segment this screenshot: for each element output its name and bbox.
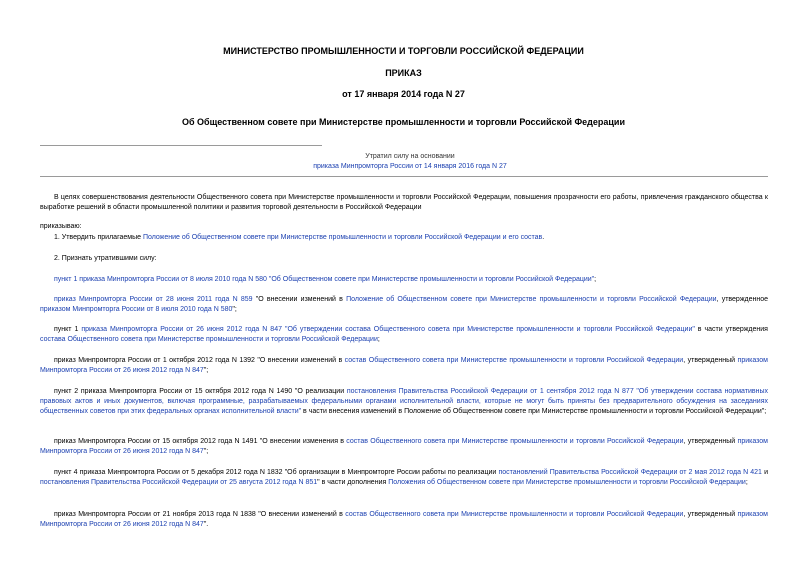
repealed-6-link2[interactable]: приказом Минпромторга России от 26 июня 2012 года N 847 bbox=[40, 438, 768, 455]
repealed-2-link2[interactable]: Положение об Общественном совете при Министерстве промышленности и торговли Российской Федерации bbox=[346, 296, 717, 303]
repealed-3-mid1: в части утверждения bbox=[694, 326, 768, 333]
repealed-8-link[interactable]: состав Общественного совета при Министерстве промышленности и торговли Российской Федерации bbox=[345, 511, 684, 518]
repealed-4-link2[interactable]: приказом Минпромторга России от 26 июня 2012 года N 847 bbox=[40, 357, 768, 374]
status-note bbox=[230, 152, 590, 172]
repealed-1-link[interactable]: пункт 1 приказа Минпромторга России от 8 июля 2010 года N 580 "Об Общественном совете при Министерстве промышленности и торговли Российской Федерации" bbox=[54, 276, 595, 283]
repealed-8-text: приказ Минпромторга России от 21 ноября 2013 года N 1838 "О внесении изменений в bbox=[54, 511, 346, 518]
document-date-number: от 17 января 2014 года N 27 bbox=[342, 89, 465, 99]
repealed-8-mid1: , утвержденный bbox=[683, 511, 738, 518]
note-top-rule bbox=[40, 145, 322, 146]
repealed-7-link2[interactable]: постановления Правительства Российской Федерации от 25 августа 2012 года N 851 bbox=[40, 479, 318, 486]
repealed-4-link[interactable]: состав Общественного совета при Министерстве промышленности и торговли Российской Федерации bbox=[344, 357, 684, 364]
repealed-item-8 bbox=[40, 510, 768, 530]
repealed-5-link[interactable]: постановления Правительства Российской Федерации от 1 сентября 2012 года N 877 "Об утверждении состава нормативных правовых актов и иных документов, включая программные, разрабатываемых федеральными органами исполнительной власти, которые не могут быть приняты без предварительного обсуждения на заседаниях общественных советов при этих федеральных органах исполнительной власти" bbox=[40, 388, 769, 415]
item-1-end: . bbox=[542, 234, 545, 241]
repealed-4-end: "; bbox=[203, 367, 209, 374]
item-1-text: 1. Утвердить прилагаемые bbox=[54, 234, 143, 241]
repealed-5-mid1: в части внесения изменений в Положение об Общественном совете при Министерстве промышленности и торговли Российской Федерации bbox=[301, 408, 762, 415]
repealed-item-3 bbox=[40, 325, 768, 345]
repealed-item-7 bbox=[40, 468, 768, 488]
item-1 bbox=[40, 233, 768, 243]
repealed-3-link2[interactable]: состава Общественного совета при Министерстве промышленности и торговли Российской Федерации bbox=[40, 336, 378, 343]
status-note-line: Утратил силу на основании bbox=[365, 153, 455, 160]
repealed-3-end: ; bbox=[377, 336, 380, 343]
repealed-6-mid1: , утвержденный bbox=[683, 438, 738, 445]
item-1-link[interactable]: Положение об Общественном совете при Министерстве промышленности и торговли Российской Федерации и его состав bbox=[142, 234, 543, 241]
repealed-4-text: приказ Минпромторга России от 1 октября 2012 года N 1392 "О внесении изменений в bbox=[54, 357, 345, 364]
repealed-2-mid1: "О внесении изменений в bbox=[252, 296, 347, 303]
repealed-item-1 bbox=[40, 275, 768, 285]
status-note-link[interactable]: приказа Минпромторга России от 14 января 2016 года N 27 bbox=[313, 163, 507, 170]
repealed-2-end: "; bbox=[232, 306, 237, 313]
repealed-item-2 bbox=[40, 295, 768, 315]
repealed-2-link[interactable]: приказ Минпромторга России от 28 июня 2011 года N 859 bbox=[54, 296, 253, 303]
repealed-5-text: пункт 2 приказа Минпромторга России от 15 октября 2012 года N 1490 "О реализации bbox=[54, 388, 347, 395]
repealed-7-mid1: и bbox=[761, 469, 768, 476]
repealed-2-mid2: , утвержденное bbox=[716, 296, 769, 303]
order-word: приказываю: bbox=[40, 223, 82, 230]
repealed-1-end: ; bbox=[594, 276, 597, 283]
repealed-7-text: пункт 4 приказа Минпромторга России от 5 декабря 2012 года N 1832 "Об организации в Минпромторге России работы по реализации bbox=[54, 469, 499, 476]
repealed-7-link3[interactable]: Положения об Общественном совете при Министерстве промышленности и торговли Российской Федерации bbox=[388, 479, 746, 486]
repealed-3-text: пункт 1 bbox=[54, 326, 82, 333]
preamble: В целях совершенствования деятельности Общественного совета при Министерстве промышленности и торговли Российской Федерации, повышения прозрачности его работы, привлечения гражданского общества к выработке решений в области промышленной политики и развития торговой деятельности в Российской Федерации bbox=[40, 194, 768, 211]
repealed-6-end: "; bbox=[203, 448, 209, 455]
document-subject: Об Общественном совете при Министерстве промышленности и торговли Российской Федерации bbox=[181, 117, 625, 127]
repealed-6-text: приказ Минпромторга России от 15 октября 2012 года N 1491 "О внесении изменения в bbox=[54, 438, 347, 445]
repealed-2-link3[interactable]: приказом Минпромторга России от 8 июля 2010 года N 580 bbox=[40, 306, 233, 313]
repealed-7-end: ; bbox=[745, 479, 748, 486]
repealed-8-link2[interactable]: приказом Минпромторга России от 26 июня 2012 года N 847 bbox=[40, 511, 768, 528]
repealed-8-end: ". bbox=[203, 521, 209, 528]
repealed-item-6 bbox=[40, 437, 768, 457]
repealed-item-4 bbox=[40, 356, 768, 376]
repealed-item-5 bbox=[40, 387, 768, 417]
document-type: ПРИКАЗ bbox=[385, 68, 422, 78]
repealed-6-link[interactable]: состав Общественного совета при Министерстве промышленности и торговли Российской Федерации bbox=[346, 438, 684, 445]
repealed-5-end: "; bbox=[761, 408, 767, 415]
repealed-3-link[interactable]: приказа Минпромторга России от 26 июня 2012 года N 847 "Об утверждении состава Общественного совета при Министерстве промышленности и торговли Российской Федерации" bbox=[81, 326, 695, 333]
ministry-name: МИНИСТЕРСТВО ПРОМЫШЛЕННОСТИ И ТОРГОВЛИ РОССИЙСКОЙ ФЕДЕРАЦИИ bbox=[223, 46, 584, 56]
note-bottom-rule bbox=[40, 176, 768, 177]
item-2: 2. Признать утратившими силу: bbox=[54, 255, 157, 262]
repealed-7-link[interactable]: постановлений Правительства Российской Федерации от 2 мая 2012 года N 421 bbox=[498, 469, 762, 476]
repealed-7-mid2: " в части дополнения bbox=[317, 479, 389, 486]
repealed-4-mid1: , утвержденный bbox=[683, 357, 738, 364]
